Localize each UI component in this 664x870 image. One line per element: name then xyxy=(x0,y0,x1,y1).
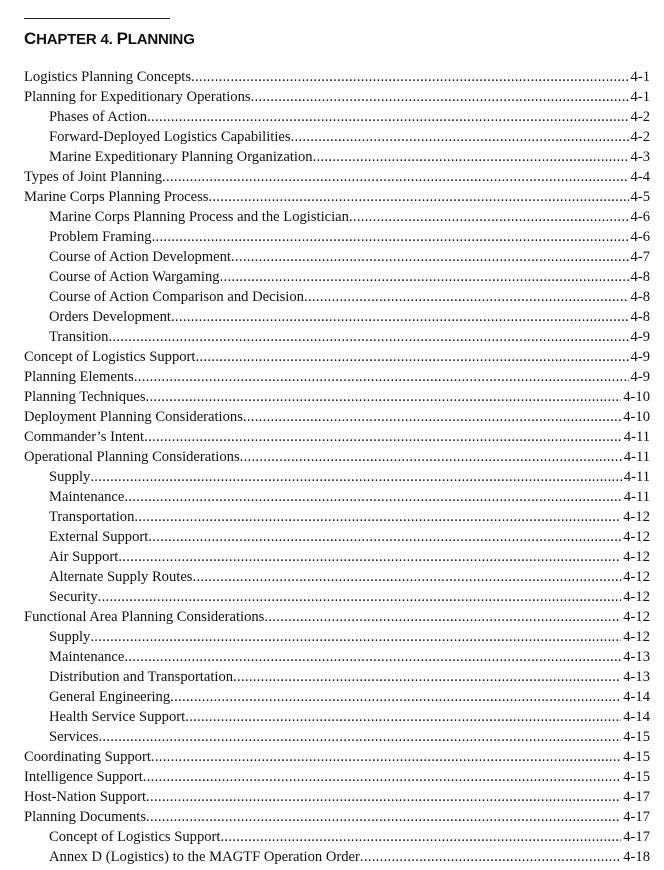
toc-entry-label: Marine Corps Planning Process and the Logistician xyxy=(49,209,349,225)
toc-entry-label: Planning for Expeditionary Operations xyxy=(24,89,251,105)
toc-entry[interactable] xyxy=(24,367,650,387)
toc-entry-label: Services xyxy=(49,729,99,745)
dot-leader xyxy=(191,67,629,87)
toc-entry-page: 4-9 xyxy=(630,349,650,365)
toc-entry-page: 4-13 xyxy=(623,669,650,685)
toc-entry-label: Marine Expeditionary Planning Organization xyxy=(49,149,313,165)
toc-entry-label: Functional Area Planning Considerations xyxy=(24,609,265,625)
dot-leader xyxy=(251,87,629,107)
toc-entry[interactable] xyxy=(24,827,650,847)
dot-leader xyxy=(240,447,622,467)
toc-entry-label: Maintenance xyxy=(49,649,125,665)
toc-entry-page: 4-8 xyxy=(630,269,650,285)
toc-entry[interactable] xyxy=(24,467,650,487)
toc-entry[interactable] xyxy=(24,747,650,767)
toc-entry-label: Commander’s Intent xyxy=(24,429,145,445)
dot-leader xyxy=(143,767,621,787)
dot-leader xyxy=(134,507,621,527)
toc-entry-label: Course of Action Wargaming xyxy=(49,269,220,285)
toc-entry-label: Concept of Logistics Support xyxy=(49,829,221,845)
toc-entry-label: Orders Development xyxy=(49,309,171,325)
dot-leader xyxy=(124,647,621,667)
toc-entry-label: Transportation xyxy=(49,509,135,525)
toc-entry[interactable] xyxy=(24,207,650,227)
toc-entry-label: Marine Corps Planning Process xyxy=(24,189,209,205)
toc-entry-page: 4-3 xyxy=(630,149,650,165)
header-rule xyxy=(24,18,170,19)
toc-entry[interactable] xyxy=(24,647,650,667)
toc-entry[interactable] xyxy=(24,307,650,327)
toc-entry-page: 4-12 xyxy=(623,529,650,545)
toc-entry[interactable] xyxy=(24,407,650,427)
toc-entry-label: Distribution and Transportation xyxy=(49,669,234,685)
dot-leader xyxy=(151,747,621,767)
toc-entry[interactable] xyxy=(24,187,650,207)
toc-entry-label: Planning Techniques xyxy=(24,389,146,405)
toc-entry-label: Intelligence Support xyxy=(24,769,143,785)
toc-entry-label: Security xyxy=(49,589,98,605)
toc-entry-page: 4-17 xyxy=(623,829,650,845)
dot-leader xyxy=(90,627,621,647)
dot-leader xyxy=(208,187,628,207)
toc-entry-page: 4-12 xyxy=(623,549,650,565)
toc-entry-page: 4-14 xyxy=(623,689,650,705)
chapter-title: CHAPTER 4. PLANNING xyxy=(24,29,195,48)
toc-entry[interactable] xyxy=(24,507,650,527)
toc-entry-label: Health Service Support xyxy=(49,709,186,725)
toc-entry-page: 4-13 xyxy=(623,649,650,665)
toc-entry-page: 4-15 xyxy=(623,769,650,785)
toc-entry-page: 4-4 xyxy=(630,169,650,185)
toc-entry[interactable] xyxy=(24,787,650,807)
toc-entry[interactable] xyxy=(24,227,650,247)
toc-entry-label: Planning Documents xyxy=(24,809,147,825)
toc-entry-label: Transition xyxy=(49,329,109,345)
dot-leader xyxy=(146,787,621,807)
dot-leader xyxy=(144,427,622,447)
toc-entry[interactable] xyxy=(24,327,650,347)
dot-leader xyxy=(233,667,621,687)
toc-entry-label: Course of Action Development xyxy=(49,249,231,265)
toc-entry-page: 4-1 xyxy=(630,69,650,85)
dot-leader xyxy=(148,527,621,547)
dot-leader xyxy=(108,327,628,347)
toc-entry-label: Host-Nation Support xyxy=(24,789,147,805)
toc-entry[interactable] xyxy=(24,807,650,827)
dot-leader xyxy=(304,287,629,307)
toc-entry-page: 4-17 xyxy=(623,789,650,805)
toc-entry[interactable] xyxy=(24,147,650,167)
toc-entry-label: Supply xyxy=(49,469,91,485)
dot-leader xyxy=(220,827,621,847)
toc-entry-page: 4-2 xyxy=(630,109,650,125)
toc-entry[interactable] xyxy=(24,687,650,707)
toc-entry-page: 4-5 xyxy=(630,189,650,205)
toc-entry-page: 4-6 xyxy=(630,209,650,225)
toc-entry-page: 4-11 xyxy=(623,489,650,505)
toc-entry-label: Course of Action Comparison and Decision xyxy=(49,289,304,305)
toc-entry-page: 4-7 xyxy=(630,249,650,265)
dot-leader xyxy=(146,387,622,407)
toc-entry-label: Annex D (Logistics) to the MAGTF Operation Order xyxy=(49,849,360,865)
dot-leader xyxy=(313,147,629,167)
toc-entry-label: External Support xyxy=(49,529,149,545)
toc-entry[interactable] xyxy=(24,127,650,147)
toc-entry[interactable] xyxy=(24,567,650,587)
toc-entry[interactable] xyxy=(24,387,650,407)
toc-entry-label: Coordinating Support xyxy=(24,749,151,765)
dot-leader xyxy=(171,307,629,327)
toc-entry[interactable] xyxy=(24,527,650,547)
toc-entry-page: 4-6 xyxy=(630,229,650,245)
toc-entry-page: 4-11 xyxy=(623,429,650,445)
toc-entry[interactable] xyxy=(24,427,650,447)
toc-entry[interactable] xyxy=(24,87,650,107)
dot-leader xyxy=(360,847,621,867)
toc-entry-page: 4-8 xyxy=(630,309,650,325)
dot-leader xyxy=(231,247,629,267)
dot-leader xyxy=(349,207,629,227)
toc-entry[interactable] xyxy=(24,267,650,287)
dot-leader xyxy=(124,487,621,507)
toc-entry-page: 4-12 xyxy=(623,509,650,525)
toc-entry[interactable] xyxy=(24,287,650,307)
toc-entry-page: 4-15 xyxy=(623,749,650,765)
toc-entry-label: Alternate Supply Routes xyxy=(49,569,193,585)
toc-entry-page: 4-12 xyxy=(623,609,650,625)
toc-entry[interactable] xyxy=(24,667,650,687)
table-of-contents xyxy=(24,67,650,867)
toc-entry-label: Planning Elements xyxy=(24,369,134,385)
toc-entry-label: Phases of Action xyxy=(49,109,148,125)
toc-entry-label: Forward-Deployed Logistics Capabilities xyxy=(49,129,291,145)
toc-entry[interactable] xyxy=(24,767,650,787)
dot-leader xyxy=(220,267,629,287)
toc-entry-page: 4-12 xyxy=(623,629,650,645)
toc-entry-label: Types of Joint Planning xyxy=(24,169,163,185)
dot-leader xyxy=(162,167,629,187)
toc-entry-page: 4-8 xyxy=(630,289,650,305)
toc-entry-label: General Engineering xyxy=(49,689,171,705)
dot-leader xyxy=(152,227,629,247)
toc-entry-page: 4-9 xyxy=(630,369,650,385)
dot-leader xyxy=(90,467,621,487)
toc-entry[interactable] xyxy=(24,67,650,87)
toc-entry-label: Concept of Logistics Support xyxy=(24,349,196,365)
toc-entry-page: 4-12 xyxy=(623,569,650,585)
toc-entry-page: 4-10 xyxy=(623,389,650,405)
dot-leader xyxy=(146,807,621,827)
toc-entry-page: 4-17 xyxy=(623,809,650,825)
toc-entry-page: 4-14 xyxy=(623,709,650,725)
dot-leader xyxy=(98,587,622,607)
toc-entry[interactable] xyxy=(24,447,650,467)
dot-leader xyxy=(193,567,622,587)
toc-entry-page: 4-9 xyxy=(630,329,650,345)
toc-entry[interactable] xyxy=(24,107,650,127)
toc-entry-page: 4-18 xyxy=(623,849,650,865)
dot-leader xyxy=(118,547,621,567)
toc-entry[interactable] xyxy=(24,627,650,647)
toc-entry[interactable] xyxy=(24,707,650,727)
toc-entry[interactable] xyxy=(24,547,650,567)
dot-leader xyxy=(185,707,621,727)
dot-leader xyxy=(291,127,629,147)
toc-entry[interactable] xyxy=(24,347,650,367)
toc-entry-page: 4-15 xyxy=(623,729,650,745)
toc-entry-label: Deployment Planning Considerations xyxy=(24,409,243,425)
dot-leader xyxy=(147,107,628,127)
toc-entry-page: 4-11 xyxy=(623,449,650,465)
toc-entry[interactable] xyxy=(24,247,650,267)
toc-entry-page: 4-1 xyxy=(630,89,650,105)
toc-entry-label: Maintenance xyxy=(49,489,125,505)
toc-entry[interactable] xyxy=(24,167,650,187)
dot-leader xyxy=(264,607,621,627)
toc-entry[interactable] xyxy=(24,847,650,867)
dot-leader xyxy=(170,687,621,707)
toc-entry[interactable] xyxy=(24,487,650,507)
toc-entry[interactable] xyxy=(24,607,650,627)
dot-leader xyxy=(98,727,621,747)
toc-entry-label: Logistics Planning Concepts xyxy=(24,69,192,85)
toc-entry-page: 4-11 xyxy=(623,469,650,485)
toc-entry-page: 4-2 xyxy=(630,129,650,145)
toc-entry[interactable] xyxy=(24,587,650,607)
toc-entry-page: 4-10 xyxy=(623,409,650,425)
toc-entry-page: 4-12 xyxy=(623,589,650,605)
toc-entry-label: Supply xyxy=(49,629,91,645)
dot-leader xyxy=(243,407,621,427)
toc-entry[interactable] xyxy=(24,727,650,747)
dot-leader xyxy=(134,367,629,387)
toc-entry-label: Operational Planning Considerations xyxy=(24,449,240,465)
toc-entry-label: Air Support xyxy=(49,549,119,565)
dot-leader xyxy=(195,347,628,367)
toc-entry-label: Problem Framing xyxy=(49,229,152,245)
